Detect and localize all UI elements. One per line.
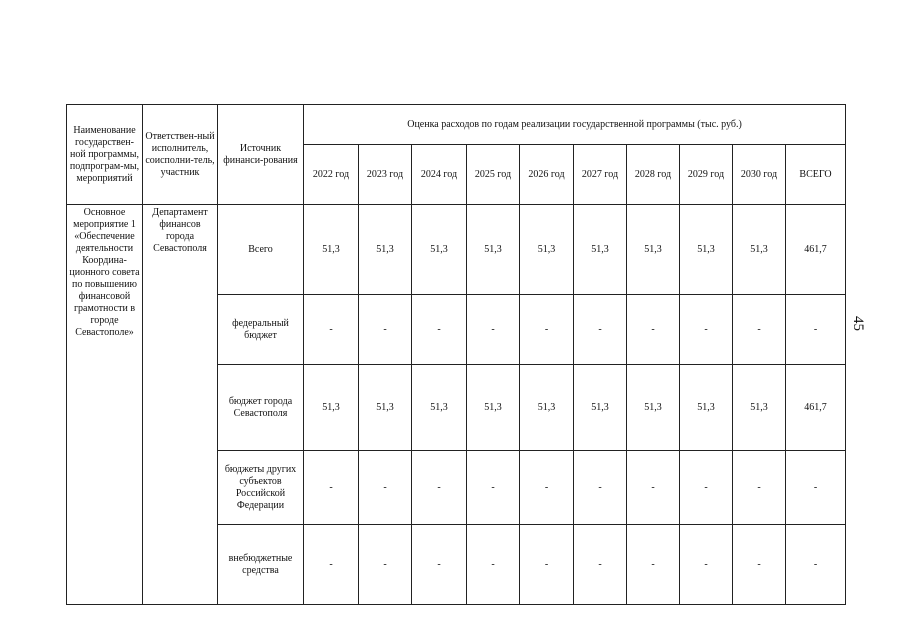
- value-cell: -: [520, 451, 574, 525]
- header-year: 2024 год: [412, 145, 467, 205]
- header-year: 2022 год: [304, 145, 359, 205]
- total-cell: -: [786, 451, 846, 525]
- source-cell: бюджет города Севастополя: [218, 365, 304, 451]
- header-year: 2025 год: [467, 145, 520, 205]
- value-cell: -: [467, 295, 520, 365]
- value-cell: 51,3: [412, 365, 467, 451]
- value-cell: -: [412, 451, 467, 525]
- value-cell: -: [680, 525, 733, 605]
- event-name: Основное мероприятие 1 «Обеспечение деятельности Координа-ционного совета по повышению финансовой грамотности в городе Севастополе»: [67, 205, 143, 605]
- header-year: 2030 год: [733, 145, 786, 205]
- value-cell: -: [304, 295, 359, 365]
- value-cell: -: [680, 451, 733, 525]
- value-cell: -: [304, 451, 359, 525]
- value-cell: 51,3: [680, 205, 733, 295]
- value-cell: -: [304, 525, 359, 605]
- value-cell: -: [574, 451, 627, 525]
- value-cell: -: [680, 295, 733, 365]
- source-cell: бюджеты других субъектов Российской Федерации: [218, 451, 304, 525]
- source-cell: Всего: [218, 205, 304, 295]
- value-cell: 51,3: [627, 205, 680, 295]
- value-cell: -: [733, 295, 786, 365]
- value-cell: 51,3: [304, 365, 359, 451]
- value-cell: -: [627, 525, 680, 605]
- value-cell: 51,3: [733, 205, 786, 295]
- header-estimate-group: Оценка расходов по годам реализации государственной программы (тыс. руб.): [304, 105, 846, 145]
- value-cell: -: [520, 525, 574, 605]
- value-cell: 51,3: [359, 365, 412, 451]
- value-cell: -: [359, 295, 412, 365]
- value-cell: -: [359, 451, 412, 525]
- value-cell: -: [467, 451, 520, 525]
- table-row: [67, 205, 846, 295]
- page-number: 45: [850, 316, 866, 331]
- value-cell: -: [574, 525, 627, 605]
- value-cell: -: [733, 451, 786, 525]
- value-cell: 51,3: [359, 205, 412, 295]
- value-cell: 51,3: [574, 205, 627, 295]
- responsible-executor: Департамент финансов города Севастополя: [143, 205, 218, 605]
- value-cell: 51,3: [680, 365, 733, 451]
- total-cell: 461,7: [786, 205, 846, 295]
- value-cell: 51,3: [467, 205, 520, 295]
- value-cell: 51,3: [304, 205, 359, 295]
- value-cell: 51,3: [412, 205, 467, 295]
- value-cell: 51,3: [520, 205, 574, 295]
- value-cell: 51,3: [467, 365, 520, 451]
- source-cell: федеральный бюджет: [218, 295, 304, 365]
- source-cell: внебюджетные средства: [218, 525, 304, 605]
- value-cell: 51,3: [520, 365, 574, 451]
- header-year: 2029 год: [680, 145, 733, 205]
- value-cell: -: [359, 525, 412, 605]
- header-year: 2028 год: [627, 145, 680, 205]
- value-cell: 51,3: [733, 365, 786, 451]
- header-total: ВСЕГО: [786, 145, 846, 205]
- value-cell: 51,3: [574, 365, 627, 451]
- value-cell: -: [412, 525, 467, 605]
- value-cell: -: [627, 295, 680, 365]
- value-cell: -: [412, 295, 467, 365]
- total-cell: -: [786, 525, 846, 605]
- header-source-col: Источник финанси-рования: [218, 105, 304, 205]
- budget-table: [66, 104, 846, 605]
- header-year: 2026 год: [520, 145, 574, 205]
- header-responsible-col: Ответствен-ный исполнитель, соисполни-тель, участник: [143, 105, 218, 205]
- header-name-col: Наименование государствен-ной программы, подпрограм-мы, мероприятий: [67, 105, 143, 205]
- header-year: 2023 год: [359, 145, 412, 205]
- value-cell: -: [520, 295, 574, 365]
- total-cell: 461,7: [786, 365, 846, 451]
- header-year: 2027 год: [574, 145, 627, 205]
- value-cell: -: [467, 525, 520, 605]
- value-cell: -: [627, 451, 680, 525]
- total-cell: -: [786, 295, 846, 365]
- value-cell: 51,3: [627, 365, 680, 451]
- value-cell: -: [574, 295, 627, 365]
- value-cell: -: [733, 525, 786, 605]
